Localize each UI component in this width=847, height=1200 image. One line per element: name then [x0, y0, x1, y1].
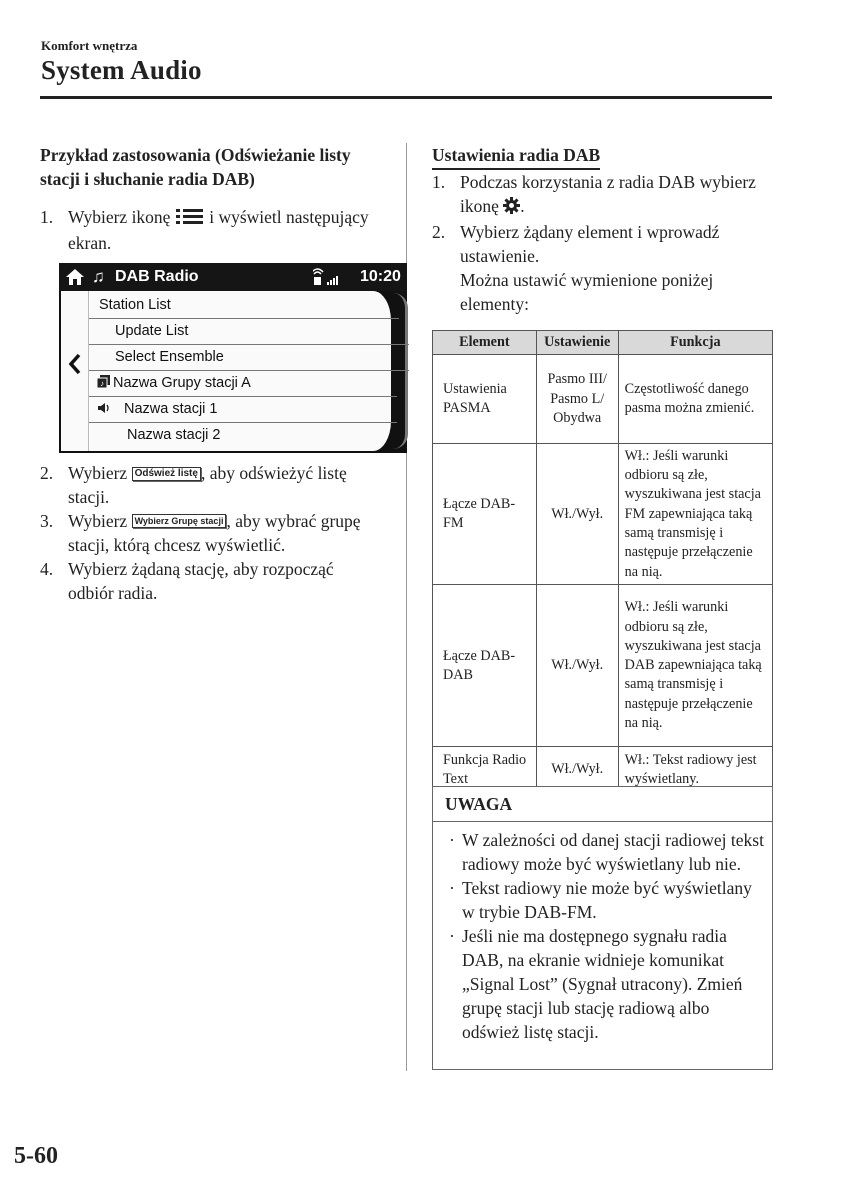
left-step-4: 4. Wybierz żądaną stację, aby rozpocząć odbiór radia.: [40, 559, 334, 603]
group-icon: [97, 372, 110, 397]
screen-scroll-edge: [393, 293, 408, 449]
home-icon[interactable]: [65, 268, 85, 291]
left-column: [40, 143, 401, 605]
table-header-setting: Ustawienie: [536, 331, 618, 355]
chevron-left-icon[interactable]: [68, 353, 82, 380]
table-header-element: Element: [433, 331, 537, 355]
gear-icon: [503, 196, 520, 220]
dab-radio-screen: [59, 263, 407, 453]
signal-icon: [313, 268, 343, 291]
right-step-2: 2. Wybierz żądany element i wprowadź ustawienie. Można ustawić wymienione poniżej elementy:: [432, 222, 720, 314]
left-step-3: 3. Wybierz Wybierz Grupę stacji , aby wybrać grupę stacji, którą chcesz wyświetlić.: [40, 511, 361, 555]
title-rule: [40, 96, 772, 99]
screen-list-area: [61, 291, 391, 451]
back-area[interactable]: [61, 291, 89, 451]
section-label: Komfort wnętrza: [41, 38, 138, 53]
update-list-item[interactable]: Update List: [89, 319, 409, 345]
note-item: · Jeśli nie ma dostępnego sygnału radia DAB, na ekranie widnieje komunikat „Signal Lost” (Sygnał utracony). Zmień grupę stacji lub stację radiową albo odśwież listę stacji.: [449, 926, 743, 1042]
note-item: · W zależności od danej stacji radiowej tekst radiowy może być wyświetlany lub nie.: [449, 830, 764, 874]
svg-text:♪: ♪: [100, 379, 104, 388]
table-header-row: [433, 331, 773, 355]
clock: 10:20: [360, 268, 401, 285]
station-group-item[interactable]: ♪ Nazwa Grupy stacji A: [89, 371, 397, 397]
left-step-2: 2. Wybierz Odśwież listę , aby odświeżyć listę stacji.: [40, 463, 347, 507]
select-ensemble-item[interactable]: Select Ensemble: [89, 345, 409, 371]
list-icon: [175, 207, 205, 231]
dab-settings-heading: Ustawienia radia DAB: [432, 143, 600, 170]
select-group-button[interactable]: Wybierz Grupę stacji: [132, 514, 227, 528]
example-heading: Przykład zastosowania (Odświeżanie listy stacji i słuchanie radia DAB): [40, 145, 351, 189]
screen-header: [59, 263, 407, 291]
table-row: Ustawienia PASMA Pasmo III/ Pasmo L/ Obydwa Częstotliwość danego pasma można zmienić.: [433, 355, 773, 444]
station-1-item[interactable]: Nazwa stacji 1: [89, 397, 397, 423]
station-list-item[interactable]: Station List: [89, 293, 399, 319]
refresh-list-button[interactable]: Odśwież listę: [132, 467, 201, 481]
note-title: UWAGA: [433, 787, 772, 822]
music-note-icon: ♫: [92, 267, 105, 286]
station-2-item[interactable]: Nazwa stacji 2: [127, 427, 221, 443]
page-number: 5-60: [14, 1143, 58, 1169]
right-column: [432, 143, 772, 316]
screen-title: DAB Radio: [115, 268, 199, 285]
speaker-icon: [97, 398, 111, 423]
note-box: [432, 786, 773, 1070]
table-header-function: Funkcja: [618, 331, 772, 355]
note-item: · Tekst radiowy nie może być wyświetlany w trybie DAB-FM.: [449, 878, 752, 922]
page-title: System Audio: [41, 55, 202, 85]
table-row: Łącze DAB-DAB Wł./Wył. Wł.: Jeśli warunki odbioru są złe, wyszukiwana jest stacja DAB zapewniająca taką samą transmisję i następuje przełączenie na nią.: [433, 585, 773, 747]
table-row: Łącze DAB-FM Wł./Wył. Wł.: Jeśli warunki odbioru są złe, wyszukiwana jest stacja FM zapewniająca taką samą transmisję i następuje przełączenie na nią.: [433, 444, 773, 585]
left-step-1: 1. Wybierz ikonę i wyświetl następujący ekran.: [40, 207, 369, 253]
right-step-1: 1. Podczas korzystania z radia DAB wybierz ikonę .: [432, 170, 772, 220]
table-row: Funkcja Radio Text Wł./Wył. Wł.: Tekst radiowy jest wyświetlany.: [433, 747, 773, 793]
settings-table: [432, 330, 773, 793]
